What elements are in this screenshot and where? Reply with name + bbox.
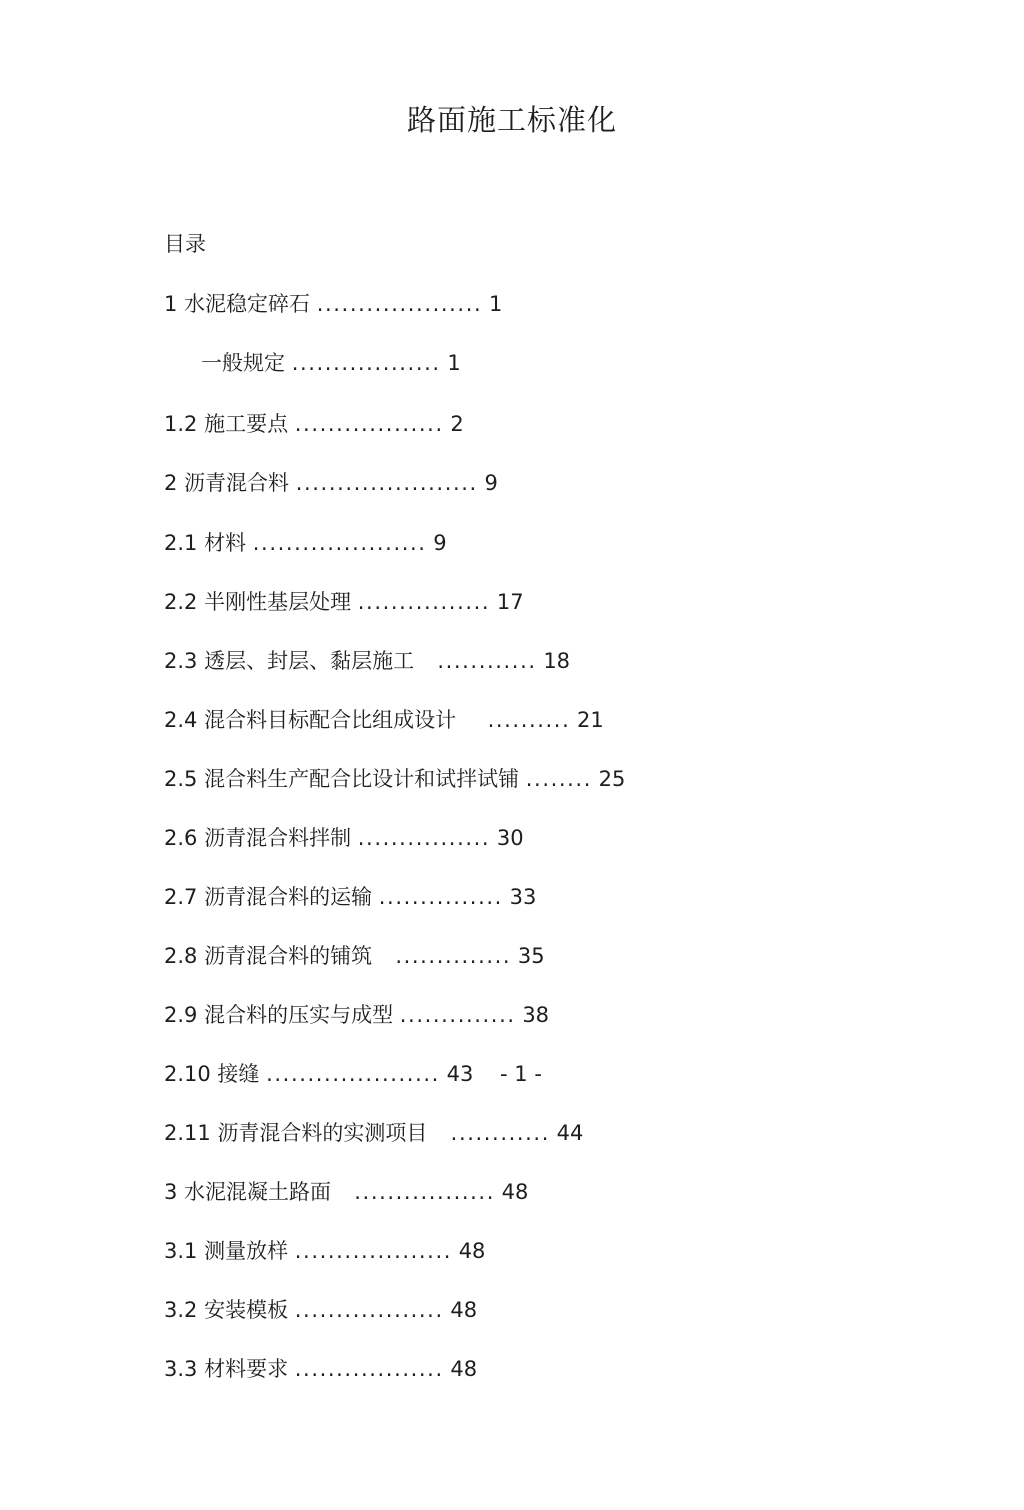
toc-entry-leader: ............ bbox=[420, 649, 537, 673]
page-number-footer: - 1 - bbox=[480, 1062, 542, 1086]
toc-entry-page: 9 bbox=[484, 471, 498, 495]
document-title: 路面施工标准化 bbox=[406, 103, 617, 137]
toc-entry-page: 1 bbox=[447, 351, 461, 375]
toc-entry bbox=[164, 1354, 477, 1384]
toc-heading: 目录 bbox=[164, 232, 206, 256]
toc-entry-leader: ................... bbox=[294, 1239, 452, 1263]
toc-entry bbox=[164, 823, 524, 853]
toc-entry-leader: ................. bbox=[337, 1180, 495, 1204]
toc-entry-label: 2.4 混合料目标配合比组成设计 bbox=[164, 708, 457, 732]
toc-entry bbox=[164, 1059, 542, 1089]
toc-entry-page: 35 bbox=[517, 944, 545, 968]
toc-entry-label: 2.10 接缝 bbox=[164, 1062, 260, 1086]
toc-entry-page: 38 bbox=[522, 1003, 550, 1027]
toc-entry-page: 17 bbox=[496, 590, 524, 614]
toc-entry-page: 33 bbox=[509, 885, 537, 909]
toc-entry bbox=[164, 882, 536, 912]
toc-entry-label: 3.3 材料要求 bbox=[164, 1357, 289, 1381]
toc-entry-leader: ........ bbox=[525, 767, 592, 791]
toc-entry-label: 2.8 沥青混合料的铺筑 bbox=[164, 944, 373, 968]
toc-entry-page: 18 bbox=[543, 649, 571, 673]
toc-entry-page: 48 bbox=[450, 1298, 478, 1322]
toc-entry bbox=[164, 1000, 549, 1030]
toc-entry bbox=[164, 1236, 485, 1266]
toc-entry-label: 2.5 混合料生产配合比设计和试拌试铺 bbox=[164, 767, 520, 791]
toc-entry bbox=[164, 528, 447, 558]
toc-entry-leader: ............ bbox=[434, 1121, 550, 1145]
toc-entry-label: 1 水泥稳定碎石 bbox=[164, 292, 311, 316]
toc-entry-label: 2.11 沥青混合料的实测项目 bbox=[164, 1121, 428, 1145]
toc-entry-label: 3 水泥混凝土路面 bbox=[164, 1180, 332, 1204]
toc-entry-page: 48 bbox=[450, 1357, 478, 1381]
toc-entry bbox=[164, 409, 464, 439]
toc-entry-page: 25 bbox=[598, 767, 626, 791]
toc-entry-leader: ..................... bbox=[252, 531, 427, 555]
toc-entry-page: 48 bbox=[458, 1239, 486, 1263]
toc-entry bbox=[164, 1295, 477, 1325]
toc-entry bbox=[164, 289, 502, 319]
toc-entry-label: 2.9 混合料的压实与成型 bbox=[164, 1003, 394, 1027]
toc-entry-label: 2.6 沥青混合料拌制 bbox=[164, 826, 352, 850]
toc-entry-label: 2 沥青混合料 bbox=[164, 471, 290, 495]
toc-entry-leader: .................. bbox=[294, 412, 444, 436]
toc-entry-leader: .................. bbox=[294, 1298, 444, 1322]
toc-entry-page: 1 bbox=[488, 292, 503, 316]
toc-entry-leader: .................. bbox=[294, 1357, 444, 1381]
toc-entry bbox=[164, 764, 625, 794]
toc-entry-page: 44 bbox=[556, 1121, 584, 1145]
toc-entry-label: 3.2 安装模板 bbox=[164, 1298, 289, 1322]
toc-entry-leader: .................... bbox=[316, 292, 483, 316]
toc-entry-leader: .......... bbox=[462, 708, 571, 732]
toc-entry-page: 30 bbox=[496, 826, 524, 850]
toc-entry-leader: ..................... bbox=[266, 1062, 440, 1086]
toc-entry-label: 3.1 测量放样 bbox=[164, 1239, 289, 1263]
toc-entry bbox=[164, 705, 604, 735]
toc-entry bbox=[164, 1177, 528, 1207]
toc-entry bbox=[164, 468, 498, 498]
toc-entry bbox=[201, 348, 461, 378]
toc-entry-page: 43 bbox=[446, 1062, 474, 1086]
toc-entry-leader: .............. bbox=[378, 944, 512, 968]
toc-entry-leader: ...................... bbox=[295, 471, 478, 495]
toc-entry-label: 2.3 透层、封层、黏层施工 bbox=[164, 649, 415, 673]
toc-entry-leader: .............. bbox=[399, 1003, 516, 1027]
toc-entry bbox=[164, 587, 524, 617]
toc-entry-label: 2.2 半刚性基层处理 bbox=[164, 590, 352, 614]
toc-entry-leader: .................. bbox=[291, 351, 441, 375]
toc-entry-page: 21 bbox=[577, 708, 604, 732]
toc-entry-leader: ................ bbox=[357, 826, 491, 850]
toc-entry-label: 2.7 沥青混合料的运输 bbox=[164, 885, 373, 909]
toc-entry-leader: ............... bbox=[378, 885, 503, 909]
toc-entry-page: 48 bbox=[501, 1180, 529, 1204]
toc-entry-page: 9 bbox=[433, 531, 447, 555]
toc-entry-label: 一般规定 bbox=[201, 351, 285, 375]
toc-entry-leader: ................ bbox=[357, 590, 491, 614]
toc-entry-label: 1.2 施工要点 bbox=[164, 412, 289, 436]
toc-entry-label: 2.1 材料 bbox=[164, 531, 247, 555]
toc-entry bbox=[164, 1118, 583, 1148]
toc-entry bbox=[164, 646, 570, 676]
toc-entry bbox=[164, 941, 545, 971]
toc-entry-page: 2 bbox=[450, 412, 464, 436]
